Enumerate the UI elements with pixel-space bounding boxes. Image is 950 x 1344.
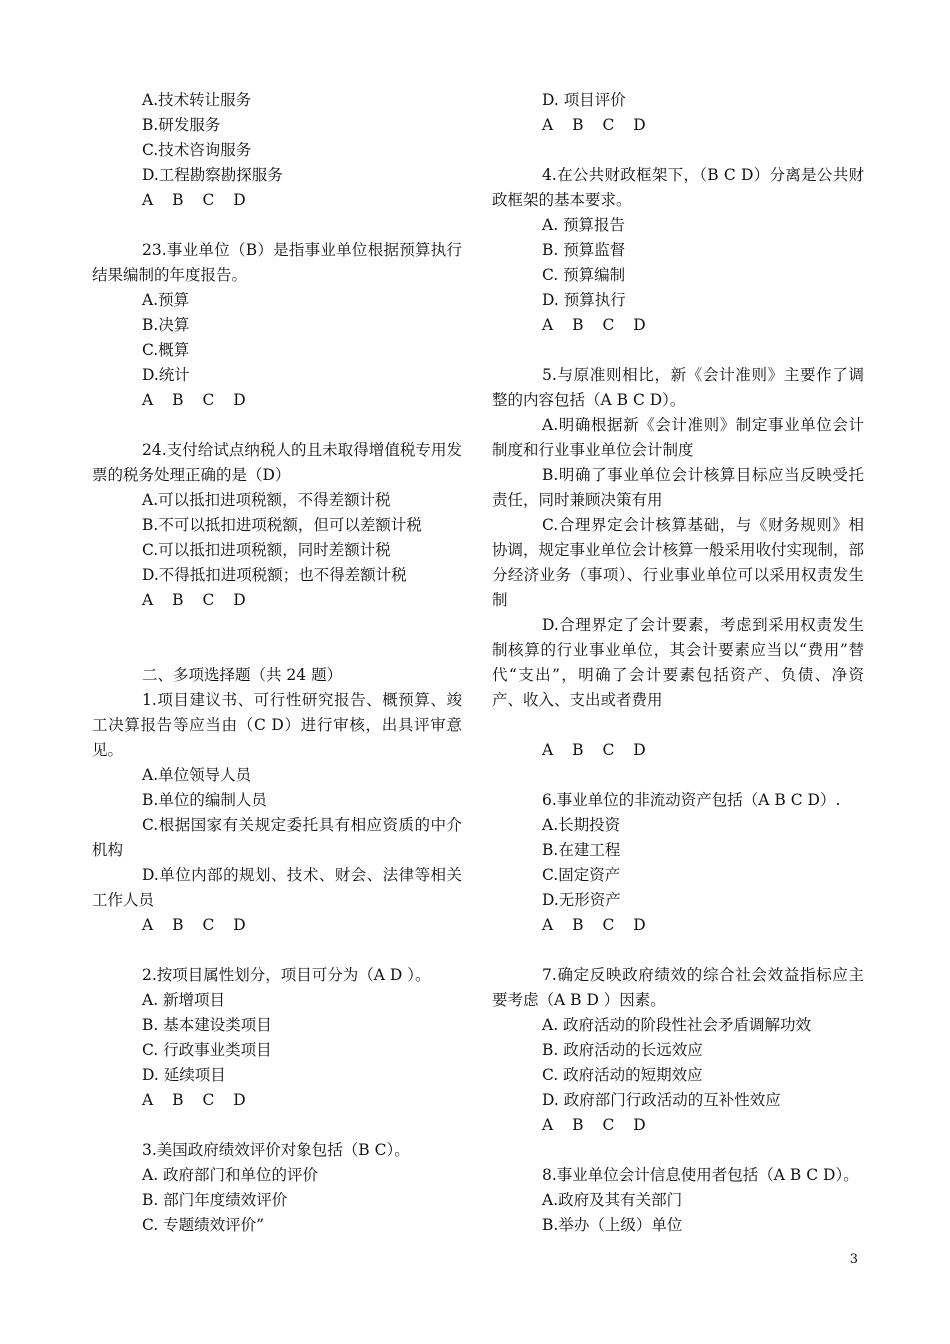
spacer: [492, 763, 864, 788]
option-line: D. 项目评价: [542, 91, 626, 109]
question-text: 5.与原准则相比，新《会计准则》主要作了调整的内容包括（A B C D）。: [492, 366, 864, 409]
option-line: A. 新增项目: [142, 991, 226, 1009]
option-line: B.不可以抵扣进项税额，但可以差额计税: [142, 516, 422, 534]
option-line: A.预算: [142, 291, 190, 309]
question-text: C.根据国家有关规定委托具有相应资质的中介机构: [92, 816, 462, 859]
option-line: B. 预算监督: [542, 241, 626, 259]
answer-choices: A B C D: [142, 191, 246, 209]
spacer: [92, 638, 462, 663]
option-line: A.技术转让服务: [142, 91, 252, 109]
option-line: 二、多项选择题（共 24 题）: [142, 666, 343, 684]
answer-choices: A B C D: [142, 391, 246, 409]
option-line: B. 政府活动的长远效应: [542, 1041, 703, 1059]
spacer: [92, 938, 462, 963]
answer-choices: A B C D: [142, 1091, 246, 1109]
option-line: B. 基本建设类项目: [142, 1016, 272, 1034]
option-line: D. 预算执行: [542, 291, 626, 309]
answer-choices: A B C D: [142, 916, 246, 934]
option-line: C. 政府活动的短期效应: [542, 1066, 703, 1084]
option-line: D.不得抵扣进项税额；也不得差额计税: [142, 566, 407, 584]
spacer: [492, 1138, 864, 1163]
option-line: D.工程勘察勘探服务: [142, 166, 283, 184]
question-text: C.合理界定会计核算基础，与《财务规则》相协调，规定事业单位会计核算一般采用收付实现制，部分经济业务（事项）、行业事业单位可以采用权责发生制: [492, 516, 865, 609]
option-line: D. 政府部门行政活动的互补性效应: [542, 1091, 781, 1109]
question-text: 1.项目建议书、可行性研究报告、概预算、竣工决算报告等应当由（C D）进行审核，出具评审意见。: [92, 691, 462, 759]
option-line: C.技术咨询服务: [142, 141, 252, 159]
left-column: [92, 88, 462, 1238]
spacer: [492, 138, 864, 163]
option-line: 2.按项目属性划分，项目可分为（A D ）。: [142, 966, 431, 984]
option-line: B.单位的编制人员: [142, 791, 267, 809]
option-line: 8.事业单位会计信息使用者包括（A B C D）。: [542, 1166, 859, 1184]
option-line: C.固定资产: [542, 866, 621, 884]
option-line: C. 预算编制: [542, 266, 626, 284]
right-column: [492, 88, 864, 1238]
option-line: C.概算: [142, 341, 190, 359]
option-line: D. 延续项目: [142, 1066, 226, 1084]
option-line: A. 政府活动的阶段性社会矛盾调解功效: [542, 1016, 812, 1034]
answer-choices: A B C D: [542, 116, 646, 134]
question-text: 7.确定反映政府绩效的综合社会效益指标应主要考虑（A B D ）因素。: [492, 966, 864, 1009]
spacer: [92, 413, 462, 438]
option-line: C.可以抵扣进项税额，同时差额计税: [142, 541, 391, 559]
spacer: [492, 338, 864, 363]
spacer: [92, 613, 462, 638]
option-line: A.政府及其有关部门: [542, 1191, 683, 1209]
question-text: B.明确了事业单位会计核算目标应当反映受托责任，同时兼顾决策有用: [492, 466, 864, 509]
option-line: C. 专题绩效评价”: [142, 1216, 265, 1234]
question-text: D.合理界定了会计要素，考虑到采用权责发生制核算的行业事业单位，其会计要素应当以“费用”替代“支出”，明确了会计要素包括资产、负债、净资产、收入、支出或者费用: [492, 616, 864, 709]
option-line: B.决算: [142, 316, 190, 334]
option-line: B.研发服务: [142, 116, 221, 134]
answer-choices: A B C D: [542, 916, 646, 934]
spacer: [492, 713, 864, 738]
question-text: 4.在公共财政框架下，（B C D）分离是公共财政框架的基本要求。: [492, 166, 864, 209]
option-line: A.可以抵扣进项税额，不得差额计税: [142, 491, 391, 509]
option-line: D.统计: [142, 366, 190, 384]
spacer: [492, 938, 864, 963]
option-line: B.举办（上级）单位: [542, 1216, 683, 1234]
option-line: C. 行政事业类项目: [142, 1041, 272, 1059]
spacer: [92, 213, 462, 238]
question-text: D.单位内部的规划、技术、财会、法律等相关工作人员: [92, 866, 462, 909]
answer-choices: A B C D: [542, 1116, 646, 1134]
option-line: A. 预算报告: [542, 216, 626, 234]
option-line: A.长期投资: [542, 816, 621, 834]
answer-choices: A B C D: [142, 591, 246, 609]
option-line: A. 政府部门和单位的评价: [142, 1166, 319, 1184]
option-line: B.在建工程: [542, 841, 621, 859]
question-text: A.明确根据新《会计准则》制定事业单位会计制度和行业事业单位会计制度: [492, 416, 864, 459]
question-text: 24.支付给试点纳税人的且未取得增值税专用发票的税务处理正确的是（D）: [92, 441, 462, 484]
option-line: B. 部门年度绩效评价: [142, 1191, 288, 1209]
option-line: 6.事业单位的非流动资产包括（A B C D）.: [542, 791, 841, 809]
page-number: 3: [849, 1252, 858, 1267]
spacer: [92, 1113, 462, 1138]
answer-choices: A B C D: [542, 316, 646, 334]
option-line: D.无形资产: [542, 891, 621, 909]
option-line: 3.美国政府绩效评价对象包括（B C）。: [142, 1141, 410, 1159]
option-line: A.单位领导人员: [142, 766, 252, 784]
question-text: 23.事业单位（B）是指事业单位根据预算执行结果编制的年度报告。: [92, 241, 462, 284]
answer-choices: A B C D: [542, 741, 646, 759]
